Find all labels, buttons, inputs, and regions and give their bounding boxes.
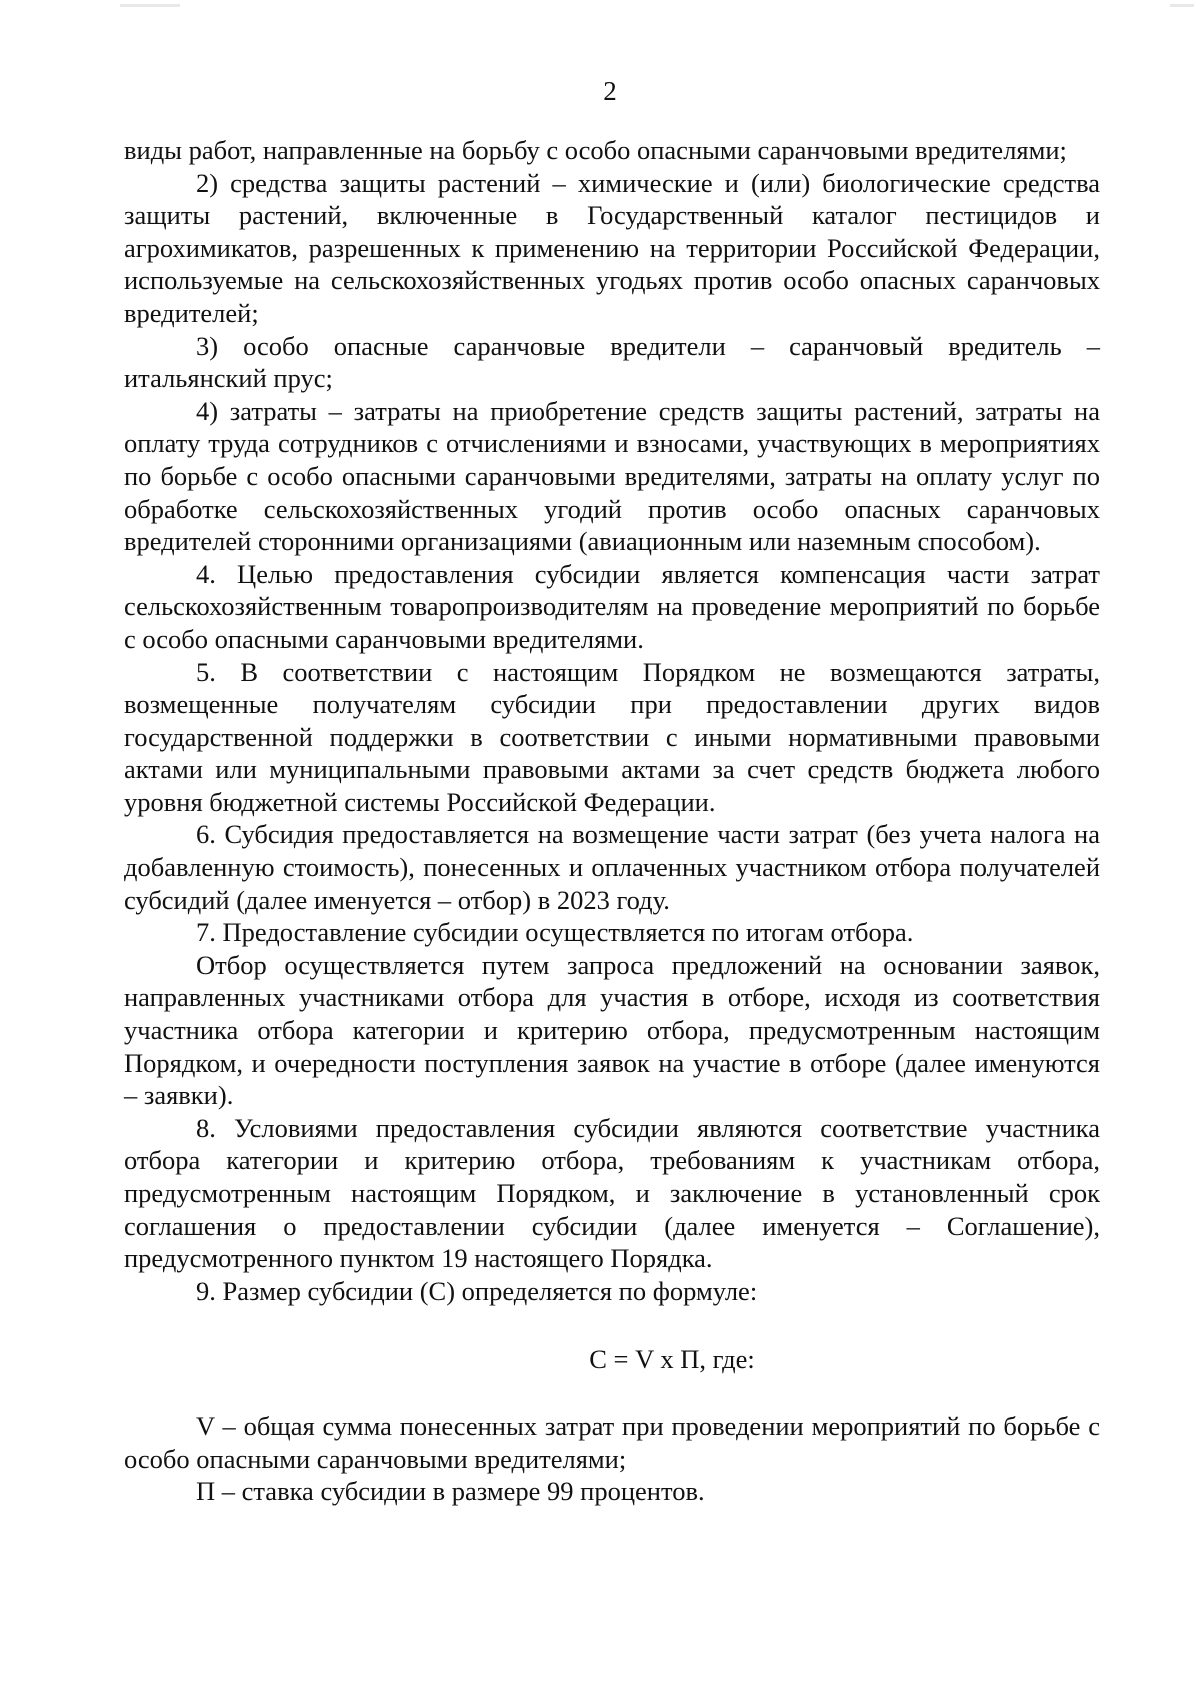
scan-artifact <box>1170 4 1194 7</box>
paragraph-work-types: виды работ, направленные на борьбу с особо опасными саранчовыми вредителями; <box>124 135 1067 165</box>
paragraph-item-4: 4. Целью предоставления субсидии является компенсация части затрат сельскохозяйственным товаропроизводителям на проведение мероприятий по борьбе с особо опасными саранчовыми вредителями. <box>124 558 1100 654</box>
paragraph-locust-pests: 3) особо опасные саранчовые вредители – саранчовый вредитель – итальянский прус; <box>124 330 1100 394</box>
paragraph-item-8: 8. Условиями предоставления субсидии являются соответствие участника отбора категории и критерию отбора, требованиям к участникам отбора, предусмотренным настоящим Порядком, и заключение в установленный срок соглашения о предоставлении субсидии (далее именуется – Соглашение), предусмотренного пунктом 19 настоящего Порядка. <box>124 1112 1100 1274</box>
paragraph-formula-v: V – общая сумма понесенных затрат при проведении мероприятий по борьбе с особо опасными саранчовыми вредителями; <box>124 1410 1100 1474</box>
paragraph-costs: 4) затраты – затраты на приобретение средств защиты растений, затраты на оплату труда сотрудников с отчислениями и взносами, участвующих в мероприятиях по борьбе с особо опасными саранчовыми вредителями, затраты на оплату услуг по обработке сельскохозяйственных угодий против особо опасных саранчовых вредителей сторонними организациями (авиационным или наземным способом). <box>124 395 1100 557</box>
document-body <box>124 134 1100 1508</box>
paragraph-formula-p: П – ставка субсидии в размере 99 процентов. <box>196 1476 705 1507</box>
paragraph-item-6: 6. Субсидия предоставляется на возмещение части затрат (без учета налога на добавленную стоимость), понесенных и оплаченных участником отбора получателей субсидий (далее именуется – отбор) в 2023 году. <box>124 819 1100 915</box>
scan-artifact <box>120 4 180 7</box>
paragraph-selection: Отбор осуществляется путем запроса предложений на основании заявок, направленных участниками отбора для участия в отборе, исходя из соответствия участника отбора категории и критерию отбора, предусмотренным настоящим Порядком, и очередности поступления заявок на участие в отборе (далее именуются – заявки). <box>124 949 1100 1111</box>
paragraph-item-9: 9. Размер субсидии (С) определяется по формуле: <box>196 1275 758 1306</box>
page-number: 2 <box>603 76 617 106</box>
paragraph-item-5: 5. В соответствии с настоящим Порядком не возмещаются затраты, возмещенные получателям субсидии при предоставлении других видов государственной поддержки в соответствии с иными нормативными правовыми актами или муниципальными правовыми актами за счет средств бюджета любого уровня бюджетной системы Российской Федерации. <box>124 656 1100 817</box>
paragraph-plant-protection: 2) средства защиты растений – химические и (или) биологические средства защиты растений, включенные в Государственный каталог пестицидов и агрохимикатов, разрешенных к применению на территории Российской Федерации, используемые на сельскохозяйственных угодьях против особо опасных саранчовых вредителей; <box>124 167 1100 328</box>
paragraph-item-7: 7. Предоставление субсидии осуществляется по итогам отбора. <box>196 917 914 948</box>
subsidy-formula: С = V х П, где: <box>589 1344 755 1375</box>
